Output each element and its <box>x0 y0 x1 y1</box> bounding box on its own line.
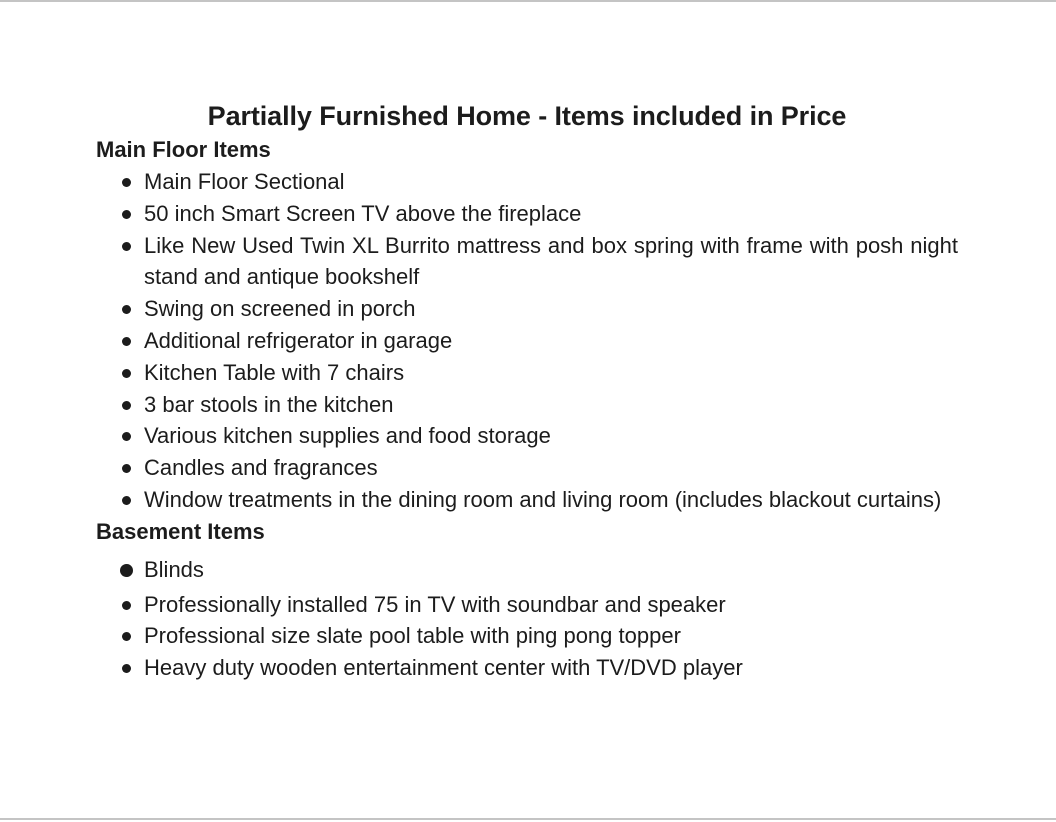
list-item: Window treatments in the dining room and living room (includes blackout curtains) <box>144 484 958 516</box>
page-edge-top <box>0 0 1056 2</box>
bullet-icon <box>122 401 131 410</box>
section-heading-main-floor: Main Floor Items <box>96 137 271 162</box>
bullet-icon <box>122 178 131 187</box>
bullet-icon <box>122 210 131 219</box>
bullet-icon <box>122 632 131 641</box>
section-heading-basement: Basement Items <box>96 518 265 544</box>
list-item: Professionally installed 75 in TV with soundbar and speaker <box>144 589 958 621</box>
list-item: Blinds <box>144 554 958 586</box>
list-item: 50 inch Smart Screen TV above the fireplace <box>144 198 958 230</box>
bullet-icon <box>122 601 131 610</box>
document-title: Partially Furnished Home - Items included in Price <box>207 101 847 131</box>
list-item: 3 bar stools in the kitchen <box>144 389 958 421</box>
document-body <box>96 98 958 684</box>
list-item: Heavy duty wooden entertainment center with TV/DVD player <box>144 652 958 684</box>
section-main-floor <box>96 134 958 516</box>
list-item: Swing on screened in porch <box>144 293 958 325</box>
list-item: Additional refrigerator in garage <box>144 325 958 357</box>
bullet-icon <box>122 432 131 441</box>
list-item: Candles and fragrances <box>144 452 958 484</box>
basement-item-list <box>96 554 958 684</box>
bullet-icon <box>122 337 131 346</box>
page-edge-bottom <box>0 818 1056 820</box>
bullet-icon <box>122 242 131 251</box>
list-item: Main Floor Sectional <box>144 166 958 198</box>
bullet-icon <box>122 664 131 673</box>
bullet-icon <box>120 564 133 577</box>
bullet-icon <box>122 369 131 378</box>
list-item: Professional size slate pool table with ping pong topper <box>144 620 958 652</box>
list-item: Kitchen Table with 7 chairs <box>144 357 958 389</box>
list-item: Like New Used Twin XL Burrito mattress and box spring with frame with posh night stand and antique bookshelf <box>144 230 958 294</box>
bullet-icon <box>122 464 131 473</box>
bullet-icon <box>122 496 131 505</box>
bullet-icon <box>122 305 131 314</box>
main-floor-item-list <box>96 166 958 516</box>
list-item: Various kitchen supplies and food storage <box>144 420 958 452</box>
section-basement <box>96 516 958 684</box>
